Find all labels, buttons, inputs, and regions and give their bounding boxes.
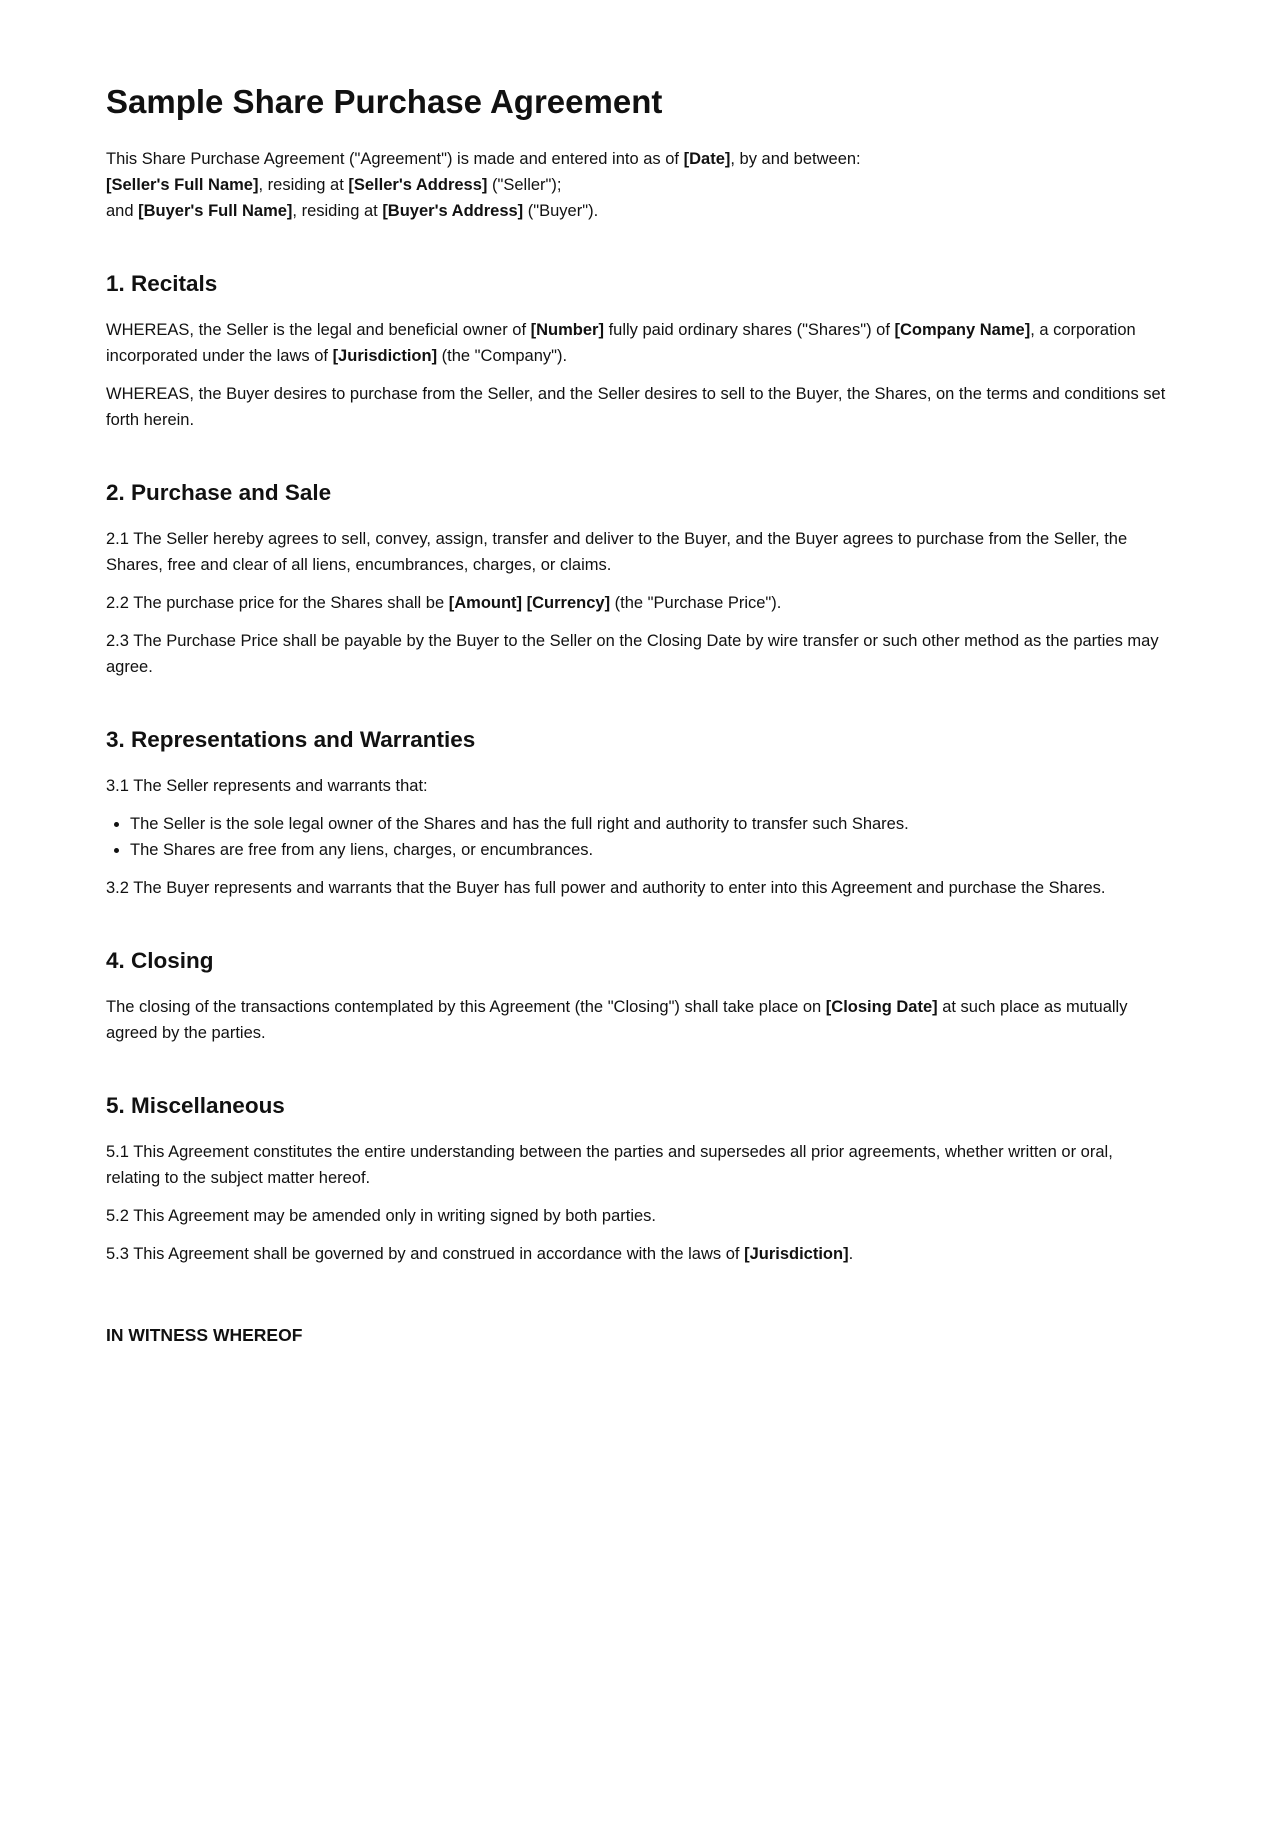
intro [106, 146, 1171, 224]
buyer-address-placeholder: [Buyer's Address] [382, 201, 524, 220]
closing-date-placeholder: [Closing Date] [825, 997, 938, 1016]
seller-name-placeholder: [Seller's Full Name] [106, 175, 259, 194]
section-miscellaneous [106, 1092, 1171, 1267]
bullet-list [106, 811, 1171, 863]
paragraph: 2.1 The Seller hereby agrees to sell, convey, assign, transfer and deliver to the Buyer, and the Buyer agrees to purchase from the Seller, the Shares, free and clear of all liens, encumbrances, charges, or claims. [106, 529, 1128, 574]
section-recitals [106, 270, 1171, 433]
paragraph: 2.3 The Purchase Price shall be payable by the Buyer to the Seller on the Closing Date by wire transfer or such other method as the parties may agree. [106, 631, 1159, 676]
document-title: Sample Share Purchase Agreement [106, 83, 663, 120]
currency-placeholder: [Currency] [526, 593, 611, 612]
section-heading: 3. Representations and Warranties [106, 726, 476, 752]
paragraph: The closing of the transactions contemplated by this Agreement (the "Closing") shall take place on [Closing Date] at such place as mutually agreed by the parties. [106, 997, 1128, 1042]
section-heading: 4. Closing [106, 947, 214, 973]
seller-address-placeholder: [Seller's Address] [348, 175, 488, 194]
intro-line-3: and [Buyer's Full Name], residing at [Buyer's Address] ("Buyer"). [106, 201, 599, 220]
paragraph: 3.2 The Buyer represents and warrants that the Buyer has full power and authority to enter into this Agreement and purchase the Shares. [106, 878, 1106, 897]
document-page [106, 82, 1171, 1346]
paragraph: WHEREAS, the Buyer desires to purchase from the Seller, and the Seller desires to sell to the Buyer, the Shares, on the terms and conditions set forth herein. [106, 384, 1166, 429]
company-name-placeholder: [Company Name] [894, 320, 1031, 339]
list-item: • The Seller is the sole legal owner of the Shares and has the full right and authority to transfer such Shares. [130, 811, 1171, 837]
paragraph: 5.2 This Agreement may be amended only in writing signed by both parties. [106, 1206, 657, 1225]
paragraph: 5.3 This Agreement shall be governed by and construed in accordance with the laws of [Jurisdiction]. [106, 1244, 854, 1263]
section-heading: 2. Purchase and Sale [106, 479, 332, 505]
number-placeholder: [Number] [530, 320, 604, 339]
section-heading: 1. Recitals [106, 270, 218, 296]
jurisdiction-placeholder: [Jurisdiction] [744, 1244, 849, 1263]
paragraph: 2.2 The purchase price for the Shares shall be [Amount] [Currency] (the "Purchase Price"). [106, 593, 782, 612]
paragraph: 5.1 This Agreement constitutes the entire understanding between the parties and supersedes all prior agreements, whether written or oral, relating to the subject matter hereof. [106, 1142, 1113, 1187]
buyer-name-placeholder: [Buyer's Full Name] [138, 201, 293, 220]
intro-line-1: This Share Purchase Agreement ("Agreement") is made and entered into as of [Date], by and between: [106, 149, 861, 168]
intro-line-2: [Seller's Full Name], residing at [Seller's Address] ("Seller"); [106, 175, 562, 194]
paragraph: 3.1 The Seller represents and warrants that: [106, 776, 428, 795]
list-item: • The Shares are free from any liens, charges, or encumbrances. [130, 837, 1171, 863]
witness-heading: IN WITNESS WHEREOF [106, 1324, 303, 1345]
section-closing [106, 947, 1171, 1046]
amount-placeholder: [Amount] [448, 593, 523, 612]
jurisdiction-placeholder: [Jurisdiction] [332, 346, 438, 365]
date-placeholder: [Date] [683, 149, 731, 168]
section-representations [106, 726, 1171, 901]
section-purchase-and-sale [106, 479, 1171, 680]
paragraph: WHEREAS, the Seller is the legal and beneficial owner of [Number] fully paid ordinary shares ("Shares") of [Company Name], a corporation incorporated under the laws of [Jurisdiction] (the "Company"). [106, 320, 1136, 365]
section-heading: 5. Miscellaneous [106, 1092, 285, 1118]
